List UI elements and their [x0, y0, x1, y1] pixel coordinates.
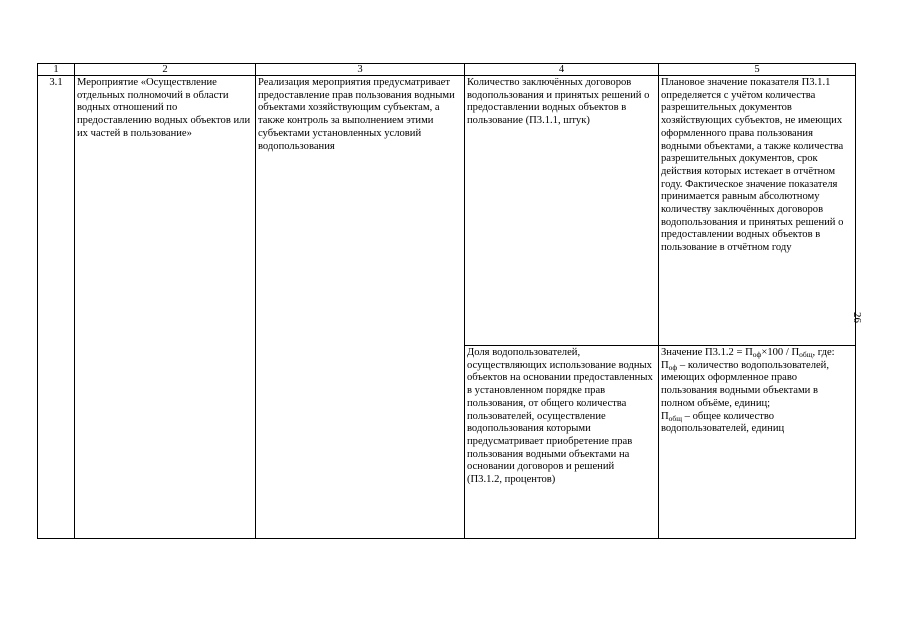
indicator-2-definition-1: $П_{оф}$ – количество водопользователей, имеющих оформленное право пользования водными объектами в полном объёме, единиц; — [661, 359, 829, 409]
header-cell-3: 3 — [256, 64, 465, 76]
event-description: Реализация мероприятия предусматривает предоставление прав пользования водными объектами хозяйствующим субъектам, а также контроль за выполнением этими субъектами установленных условий водопользования — [256, 76, 465, 539]
indicator-1-method: Плановое значение показателя П3.1.1 определяется с учётом количества разрешительных документов хозяйствующих субъектов, не имеющих оформленного права пользования водными объектами, а также количества разрешительных документов, срок действия которых истекает в отчётном году. Фактическое значение показателя принимается равным абсолютному количеству заключённых договоров водопользования и принятых решений о предоставлении водных объектов в пользование в отчётном году — [659, 76, 856, 346]
page-number: 26 — [851, 312, 863, 323]
header-cell-1: 1 — [38, 64, 75, 76]
indicator-2-definition-2: $П_{общ}$ – общее количество водопользователей, единиц — [661, 410, 785, 435]
indicator-1-name: Количество заключённых договоров водопользования и принятых решений о предоставлении водных объектов в пользование (П3.1.1, штук) — [465, 76, 659, 346]
indicator-2-formula: Значение $П3.1.2 = П_{оф}\times 100 / П_{общ}$, где: — [661, 347, 835, 359]
row-number: 3.1 — [38, 76, 75, 539]
event-name: Мероприятие «Осуществление отдельных полномочий в области водных отношений по предоставлению водных объектов или их частей в пользование» — [75, 76, 256, 539]
table-row — [38, 76, 856, 346]
indicator-2-method — [659, 346, 856, 539]
indicator-2-code: (П3.1.2, процентов) — [467, 474, 556, 486]
header-cell-5: 5 — [659, 64, 856, 76]
indicators-table — [37, 63, 856, 539]
header-row — [38, 64, 856, 76]
header-cell-4: 4 — [465, 64, 659, 76]
indicator-2-cell — [465, 346, 659, 539]
indicator-2-name: Доля водопользователей, осуществляющих использование водных объектов на основании предоставленных в установленном порядке прав пользования, от общего количества пользователей, осуществление водопользования которыми предусматривает приобретение прав пользования водными объектами на основании договоров и решений — [467, 347, 653, 473]
header-cell-2: 2 — [75, 64, 256, 76]
